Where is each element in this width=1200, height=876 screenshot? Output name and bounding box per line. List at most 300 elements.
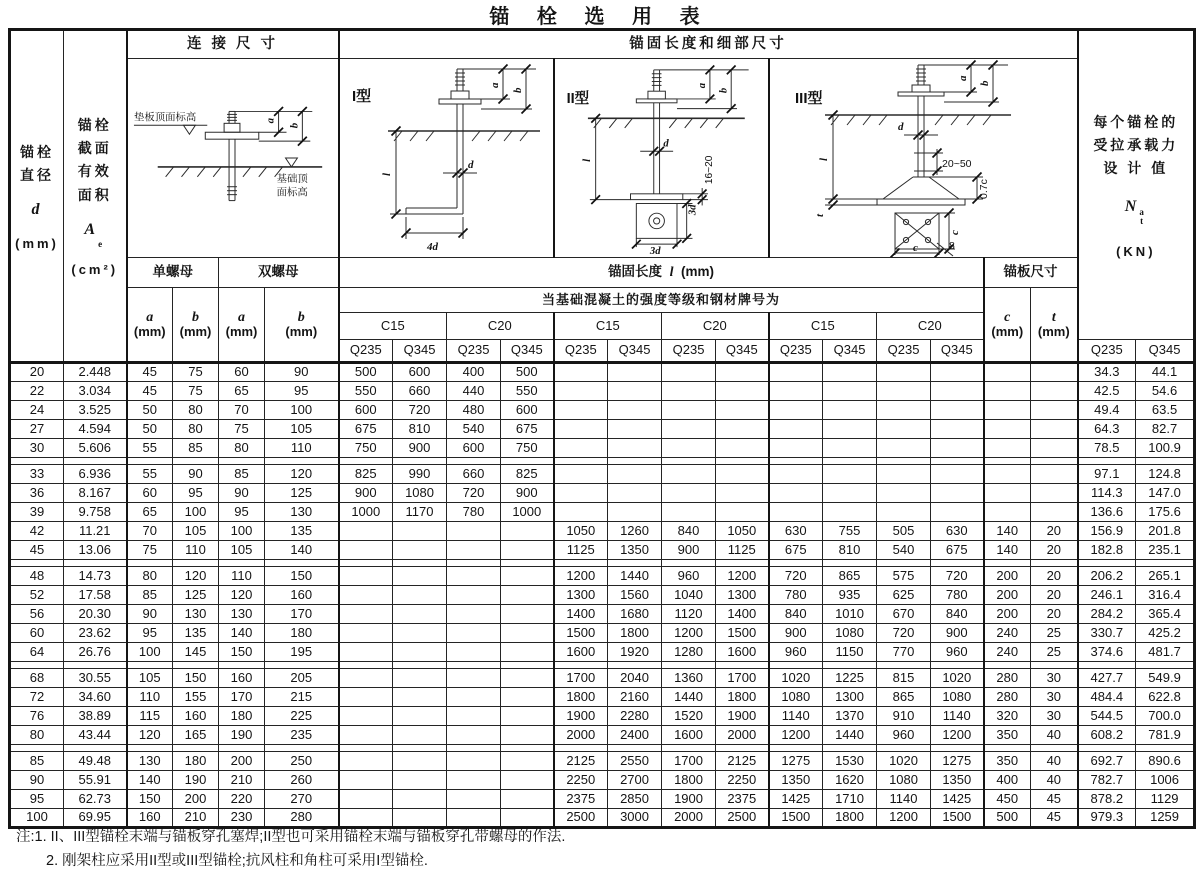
table-cell: 60 [219, 363, 265, 382]
table-cell: 130 [173, 605, 219, 624]
table-cell: 600 [501, 401, 554, 420]
table-cell [823, 662, 877, 669]
table-cell [877, 401, 931, 420]
dim-d-label: d [897, 121, 904, 133]
table-cell: 1006 [1136, 771, 1195, 790]
table-cell [339, 643, 393, 662]
type3-diagram-drawing [770, 59, 1077, 257]
table-cell: 900 [662, 541, 716, 560]
table-cell [501, 745, 554, 752]
table-cell [339, 662, 393, 669]
header-double-nut: 双螺母 [219, 258, 339, 288]
table-cell: 235.1 [1136, 541, 1195, 560]
table-cell [173, 560, 219, 567]
table-cell [608, 560, 662, 567]
table-cell: 124.8 [1136, 465, 1195, 484]
dim-16-20-label: 16~20 [703, 155, 715, 185]
header-a-single: a (mm) [127, 288, 173, 363]
header-anchor-length: 锚固长度 l (mm) [339, 258, 984, 288]
connection-diagram-drawing [128, 59, 338, 257]
table-cell: 1350 [608, 541, 662, 560]
table-row [10, 420, 1195, 439]
table-cell [219, 560, 265, 567]
table-cell: 608.2 [1078, 726, 1136, 745]
table-cell [769, 484, 823, 503]
table-cell: 68 [10, 669, 64, 688]
table-cell: 960 [769, 643, 823, 662]
table-cell [10, 662, 64, 669]
table-cell [501, 662, 554, 669]
table-cell [447, 790, 501, 809]
table-cell [554, 484, 608, 503]
dim-b-label: b [287, 122, 300, 129]
table-cell: 1400 [554, 605, 608, 624]
table-cell: 900 [501, 484, 554, 503]
table-cell: 840 [769, 605, 823, 624]
anchor-bolt-table [8, 28, 1196, 829]
table-cell [219, 662, 265, 669]
table-cell [219, 745, 265, 752]
table-cell: 160 [219, 669, 265, 688]
table-cell [769, 420, 823, 439]
table-cell: 147.0 [1136, 484, 1195, 503]
table-cell [447, 809, 501, 828]
table-cell: 44.1 [1136, 363, 1195, 382]
col-header-capacity: 每个锚栓的 受拉承载力 设 计 值 N a t (KN) [1078, 30, 1195, 340]
table-cell [339, 586, 393, 605]
table-cell [716, 745, 769, 752]
header-c15-3: C15 [769, 313, 877, 340]
table-cell [339, 745, 393, 752]
table-cell: 1140 [769, 707, 823, 726]
table-cell [1031, 363, 1078, 382]
table-cell: 27 [10, 420, 64, 439]
page-title: 锚 栓 选 用 表 [489, 6, 711, 28]
table-cell [265, 662, 339, 669]
table-cell [554, 439, 608, 458]
type2-title: II型 [566, 90, 589, 107]
group-spacer [10, 662, 1195, 669]
table-cell [339, 541, 393, 560]
table-cell [877, 465, 931, 484]
table-cell: 90 [265, 363, 339, 382]
table-row [10, 541, 1195, 560]
table-cell [393, 669, 447, 688]
table-row [10, 503, 1195, 522]
table-cell [339, 790, 393, 809]
table-cell [608, 465, 662, 484]
table-cell: 30 [1031, 707, 1078, 726]
table-row [10, 643, 1195, 662]
table-cell: 2850 [608, 790, 662, 809]
table-cell [393, 745, 447, 752]
table-row [10, 669, 1195, 688]
table-cell [1031, 503, 1078, 522]
table-cell: 865 [823, 567, 877, 586]
table-cell: 900 [931, 624, 984, 643]
table-cell: 1900 [554, 707, 608, 726]
table-cell: 105 [127, 669, 173, 688]
table-cell [393, 458, 447, 465]
table-cell: 110 [173, 541, 219, 560]
table-cell: 750 [501, 439, 554, 458]
table-cell: 2125 [716, 752, 769, 771]
table-cell: 100 [127, 643, 173, 662]
table-cell: 622.8 [1136, 688, 1195, 707]
foundation-top-elevation-label-2: 面标高 [276, 187, 308, 199]
table-cell: 90 [173, 465, 219, 484]
group-spacer [10, 458, 1195, 465]
table-cell [501, 458, 554, 465]
header-nt-q345: Q345 [1136, 340, 1195, 363]
table-cell: 30 [1031, 688, 1078, 707]
table-cell: 63.5 [1136, 401, 1195, 420]
table-cell: 350 [984, 726, 1031, 745]
table-cell: 1125 [554, 541, 608, 560]
table-cell: 160 [127, 809, 173, 828]
table-cell: 180 [265, 624, 339, 643]
table-cell: 24 [10, 401, 64, 420]
table-cell: 205 [265, 669, 339, 688]
table-cell: 600 [339, 401, 393, 420]
table-cell: 1080 [769, 688, 823, 707]
table-cell: 1900 [716, 707, 769, 726]
table-cell: 280 [265, 809, 339, 828]
table-cell: 1080 [393, 484, 447, 503]
table-cell: 1010 [823, 605, 877, 624]
table-row [10, 726, 1195, 745]
table-cell [447, 707, 501, 726]
table-cell [10, 458, 64, 465]
table-cell: 505 [877, 522, 931, 541]
table-cell [339, 752, 393, 771]
table-cell [1031, 439, 1078, 458]
header-c20-2: C20 [662, 313, 769, 340]
table-cell: 720 [931, 567, 984, 586]
table-cell: 990 [393, 465, 447, 484]
table-cell [769, 382, 823, 401]
table-cell [1031, 745, 1078, 752]
table-cell: 1600 [716, 643, 769, 662]
table-cell [501, 643, 554, 662]
table-cell [64, 458, 127, 465]
table-cell: 2000 [662, 809, 716, 828]
table-cell: 1280 [662, 643, 716, 662]
table-cell: 150 [219, 643, 265, 662]
table-cell: 6.936 [64, 465, 127, 484]
table-cell [339, 567, 393, 586]
table-cell: 3000 [608, 809, 662, 828]
table-cell [447, 669, 501, 688]
table-cell: 60 [10, 624, 64, 643]
dim-20-50-label: 20~50 [941, 158, 972, 170]
table-cell [984, 401, 1031, 420]
table-cell: 284.2 [1078, 605, 1136, 624]
table-cell [501, 624, 554, 643]
table-cell [501, 605, 554, 624]
table-cell: 150 [173, 669, 219, 688]
table-cell: 625 [877, 586, 931, 605]
table-cell [823, 503, 877, 522]
table-cell: 160 [265, 586, 339, 605]
table-cell: 2375 [554, 790, 608, 809]
table-cell: 1600 [662, 726, 716, 745]
table-cell: 80 [127, 567, 173, 586]
table-cell: 100.9 [1136, 439, 1195, 458]
table-cell: 365.4 [1136, 605, 1195, 624]
table-cell: 55 [127, 439, 173, 458]
table-cell: 540 [447, 420, 501, 439]
table-cell: 1530 [823, 752, 877, 771]
table-cell: 549.9 [1136, 669, 1195, 688]
table-cell [984, 382, 1031, 401]
table-cell: 90 [219, 484, 265, 503]
table-cell: 75 [173, 363, 219, 382]
table-cell: 270 [265, 790, 339, 809]
table-cell: 878.2 [1078, 790, 1136, 809]
table-cell [823, 560, 877, 567]
table-cell [769, 439, 823, 458]
type1-title: I型 [351, 88, 371, 105]
notes [16, 826, 565, 874]
table-cell: 780 [931, 586, 984, 605]
table-cell [393, 707, 447, 726]
group-spacer [10, 560, 1195, 567]
table-cell [823, 363, 877, 382]
table-cell [823, 382, 877, 401]
table-cell: 115 [127, 707, 173, 726]
table-cell [173, 458, 219, 465]
table-cell: 100 [173, 503, 219, 522]
table-cell [716, 484, 769, 503]
table-cell: 1620 [823, 771, 877, 790]
table-cell: 4.594 [64, 420, 127, 439]
weld-size-label: 8 [948, 240, 955, 252]
table-cell [662, 484, 716, 503]
table-cell: 182.8 [1078, 541, 1136, 560]
table-cell: 2500 [716, 809, 769, 828]
table-cell: 150 [265, 567, 339, 586]
table-cell [339, 771, 393, 790]
table-cell [931, 662, 984, 669]
table-cell: 1259 [1136, 809, 1195, 828]
table-cell [931, 458, 984, 465]
table-cell [931, 465, 984, 484]
table-cell: 75 [127, 541, 173, 560]
table-cell [339, 809, 393, 828]
table-cell: 80 [173, 401, 219, 420]
table-cell: 22 [10, 382, 64, 401]
table-cell: 20 [1031, 541, 1078, 560]
table-cell [984, 363, 1031, 382]
table-cell [931, 484, 984, 503]
table-cell: 201.8 [1136, 522, 1195, 541]
table-row [10, 688, 1195, 707]
dim-t-label: t [813, 213, 826, 217]
table-cell: 960 [877, 726, 931, 745]
table-cell: 330.7 [1078, 624, 1136, 643]
header-q235: Q235 [447, 340, 501, 363]
table-cell: 20.30 [64, 605, 127, 624]
table-cell: 9.758 [64, 503, 127, 522]
table-cell: 700.0 [1136, 707, 1195, 726]
table-cell: 1225 [823, 669, 877, 688]
table-cell [64, 560, 127, 567]
table-cell [447, 688, 501, 707]
header-c15-2: C15 [554, 313, 662, 340]
table-cell [501, 707, 554, 726]
table-row [10, 522, 1195, 541]
table-cell: 1260 [608, 522, 662, 541]
table-cell: 220 [219, 790, 265, 809]
table-cell: 170 [219, 688, 265, 707]
table-cell [608, 382, 662, 401]
table-cell [339, 458, 393, 465]
header-q345: Q345 [823, 340, 877, 363]
table-cell [984, 745, 1031, 752]
table-cell [823, 401, 877, 420]
table-cell [984, 465, 1031, 484]
table-cell: 750 [339, 439, 393, 458]
table-cell [173, 662, 219, 669]
table-cell: 45 [1031, 790, 1078, 809]
table-cell: 1275 [931, 752, 984, 771]
table-row [10, 624, 1195, 643]
table-cell: 70 [219, 401, 265, 420]
table-cell: 630 [769, 522, 823, 541]
table-cell [393, 643, 447, 662]
table-cell: 755 [823, 522, 877, 541]
dim-b-label: b [511, 87, 524, 93]
table-cell: 720 [447, 484, 501, 503]
table-cell [447, 745, 501, 752]
table-cell [662, 401, 716, 420]
table-cell: 215 [265, 688, 339, 707]
table-cell: 105 [265, 420, 339, 439]
table-cell: 34.60 [64, 688, 127, 707]
table-cell: 675 [769, 541, 823, 560]
table-cell: 1500 [716, 624, 769, 643]
table-cell [877, 662, 931, 669]
table-cell: 45 [127, 382, 173, 401]
table-cell: 130 [265, 503, 339, 522]
table-cell: 1700 [716, 669, 769, 688]
table-cell: 320 [984, 707, 1031, 726]
table-cell [127, 662, 173, 669]
table-cell: 3.034 [64, 382, 127, 401]
dim-l-label: l [380, 172, 393, 176]
table-cell: 550 [339, 382, 393, 401]
table-cell [823, 745, 877, 752]
table-cell [608, 363, 662, 382]
table-cell: 840 [662, 522, 716, 541]
table-cell [1078, 745, 1136, 752]
table-cell: 120 [219, 586, 265, 605]
table-cell: 3.525 [64, 401, 127, 420]
table-cell: 75 [173, 382, 219, 401]
table-cell [393, 809, 447, 828]
table-cell: 840 [931, 605, 984, 624]
table-cell [393, 522, 447, 541]
table-cell: 1800 [662, 771, 716, 790]
table-cell: 1200 [662, 624, 716, 643]
table-cell [501, 567, 554, 586]
table-cell: 45 [10, 541, 64, 560]
table-cell: 1300 [823, 688, 877, 707]
table-cell [877, 560, 931, 567]
table-cell: 235 [265, 726, 339, 745]
table-cell [984, 420, 1031, 439]
table-cell [931, 401, 984, 420]
table-cell [554, 382, 608, 401]
table-cell [608, 420, 662, 439]
table-cell: 60 [127, 484, 173, 503]
table-cell: 374.6 [1078, 643, 1136, 662]
table-cell: 54.6 [1136, 382, 1195, 401]
table-row [10, 363, 1195, 382]
table-cell: 675 [339, 420, 393, 439]
table-cell: 1560 [608, 586, 662, 605]
table-cell [877, 458, 931, 465]
table-cell: 1360 [662, 669, 716, 688]
table-cell: 210 [173, 809, 219, 828]
table-cell: 240 [984, 624, 1031, 643]
table-cell: 95 [173, 484, 219, 503]
table-row [10, 586, 1195, 605]
table-cell: 20 [10, 363, 64, 382]
table-cell: 240 [984, 643, 1031, 662]
table-cell [554, 662, 608, 669]
table-cell [877, 484, 931, 503]
table-cell: 1200 [769, 726, 823, 745]
table-cell: 1140 [931, 707, 984, 726]
table-cell [716, 662, 769, 669]
dim-l-label: l [817, 157, 830, 161]
table-cell [447, 624, 501, 643]
table-cell: 85 [173, 439, 219, 458]
table-cell [1031, 465, 1078, 484]
table-cell: 80 [173, 420, 219, 439]
table-cell: 1920 [608, 643, 662, 662]
table-cell: 2000 [554, 726, 608, 745]
table-cell: 110 [127, 688, 173, 707]
table-cell: 450 [984, 790, 1031, 809]
header-c: c (mm) [984, 288, 1031, 363]
header-q235: Q235 [877, 340, 931, 363]
table-cell [447, 522, 501, 541]
table-cell [1031, 560, 1078, 567]
table-cell [501, 522, 554, 541]
table-cell [608, 401, 662, 420]
table-cell [64, 745, 127, 752]
table-cell [823, 484, 877, 503]
header-q345: Q345 [608, 340, 662, 363]
table-cell: 675 [931, 541, 984, 560]
table-cell: 50 [127, 401, 173, 420]
table-cell [265, 458, 339, 465]
table-cell: 136.6 [1078, 503, 1136, 522]
table-cell: 52 [10, 586, 64, 605]
table-cell: 85 [10, 752, 64, 771]
table-cell: 230 [219, 809, 265, 828]
table-cell: 960 [662, 567, 716, 586]
table-cell [662, 662, 716, 669]
foundation-top-elevation-label-1: 基础顶 [276, 173, 308, 185]
table-cell: 2375 [716, 790, 769, 809]
table-cell: 1000 [501, 503, 554, 522]
table-cell: 150 [127, 790, 173, 809]
table-cell [662, 439, 716, 458]
